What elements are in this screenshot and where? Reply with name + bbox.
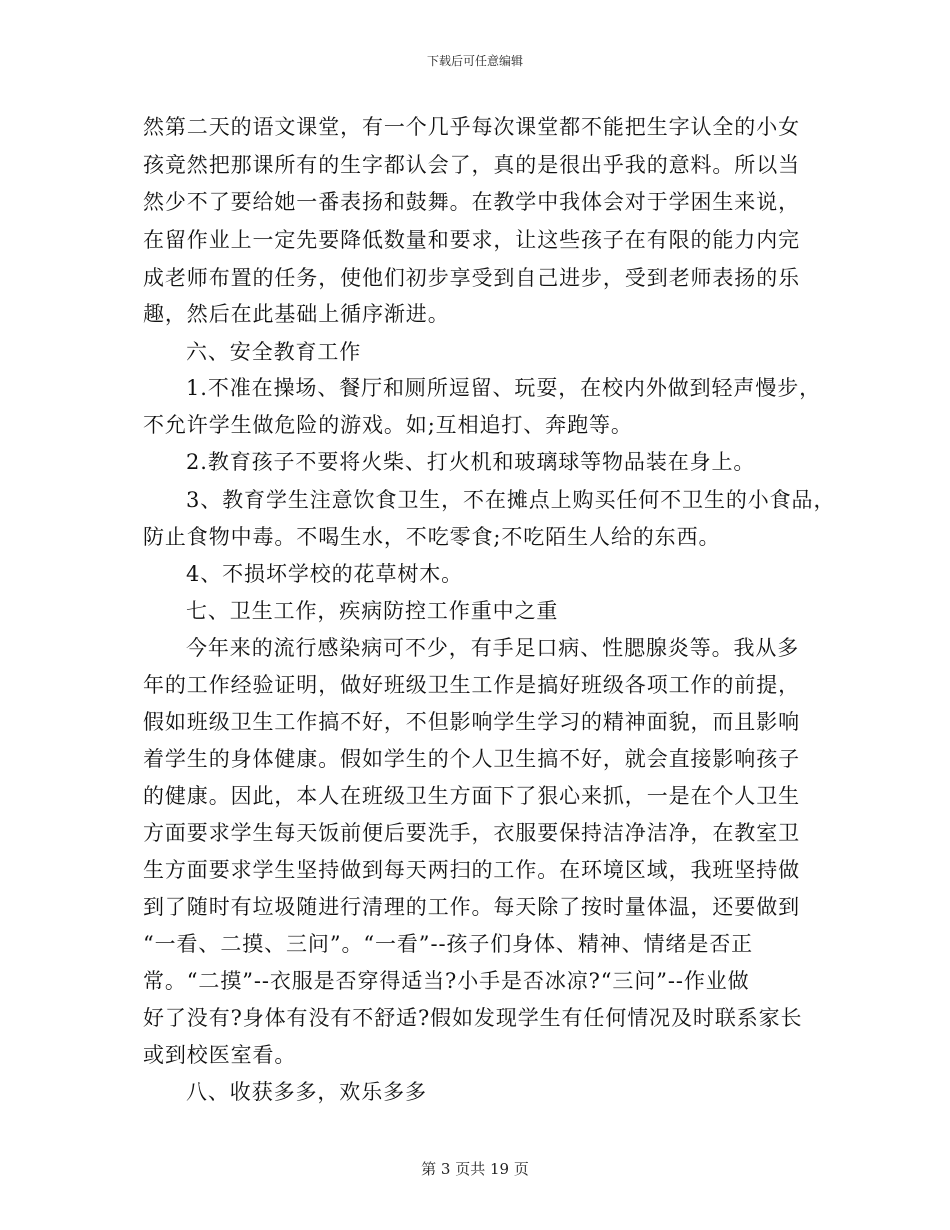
- text-line: 3、教育学生注意饮食卫生，不在摊点上购买任何不卫生的小食品，: [186, 488, 836, 512]
- text-line: 然第二天的语文课堂，有一个几乎每次课堂都不能把生字认全的小女: [143, 115, 800, 139]
- text-line: 到了随时有垃圾随进行清理的工作。每天除了按时量体温，还要做到: [143, 895, 800, 919]
- text-line: 常。“二摸”--衣服是否穿得适当?小手是否冰凉?“三问”--作业做: [143, 969, 750, 993]
- text-line: 或到校医室看。: [143, 1043, 297, 1067]
- text-line: “一看、二摸、三问”。“一看”--孩子们身体、精神、情绪是否正: [143, 932, 754, 956]
- text-line: 然少不了要给她一番表扬和鼓舞。在教学中我体会对于学困生来说，: [143, 190, 800, 214]
- text-line: 方面要求学生每天饭前便后要洗手，衣服要保持洁净洁净，在教室卫: [143, 821, 800, 845]
- section-heading: 八、收获多多，欢乐多多: [186, 1080, 427, 1104]
- text-line: 1.不准在操场、餐厅和厕所逗留、玩耍，在校内外做到轻声慢步，: [186, 376, 822, 400]
- text-line: 成老师布置的任务，使他们初步享受到自己进步，受到老师表扬的乐: [143, 266, 800, 290]
- text-line: 今年来的流行感染病可不少，有手足口病、性腮腺炎等。我从多: [186, 636, 800, 660]
- section-heading: 六、安全教育工作: [186, 340, 362, 364]
- text-line: 的健康。因此，本人在班级卫生方面下了狠心来抓，一是在个人卫生: [143, 784, 800, 808]
- page-number: 第 3 页共 19 页: [421, 1160, 529, 1178]
- text-line: 在留作业上一定先要降低数量和要求，让这些孩子在有限的能力内完: [143, 228, 800, 252]
- page-header: 下载后可任意编辑: [426, 54, 523, 68]
- text-line: 防止食物中毒。不喝生水，不吃零食;不吃陌生人给的东西。: [143, 525, 721, 549]
- text-line: 趣，然后在此基础上循序渐进。: [143, 302, 450, 326]
- text-line: 年的工作经验证明，做好班级卫生工作是搞好班级各项工作的前提，: [143, 673, 800, 697]
- text-line: 4、不损坏学校的花草树木。: [186, 562, 464, 586]
- text-line: 生方面要求学生坚持做到每天两扫的工作。在环境区域，我班坚持做: [143, 858, 800, 882]
- text-line: 孩竟然把那课所有的生字都认会了，真的是很出乎我的意料。所以当: [143, 153, 800, 177]
- text-line: 不允许学生做危险的游戏。如;互相追打、奔跑等。: [143, 413, 633, 437]
- text-line: 着学生的身体健康。假如学生的个人卫生搞不好，就会直接影响孩子: [143, 747, 800, 771]
- text-line: 2.教育孩子不要将火柴、打火机和玻璃球等物品装在身上。: [186, 450, 756, 474]
- text-line: 假如班级卫生工作搞不好，不但影响学生学习的精神面貌，而且影响: [143, 710, 800, 734]
- section-heading: 七、卫生工作，疾病防控工作重中之重: [186, 599, 559, 623]
- text-line: 好了没有?身体有没有不舒适?假如发现学生有任何情况及时联系家长: [143, 1006, 803, 1030]
